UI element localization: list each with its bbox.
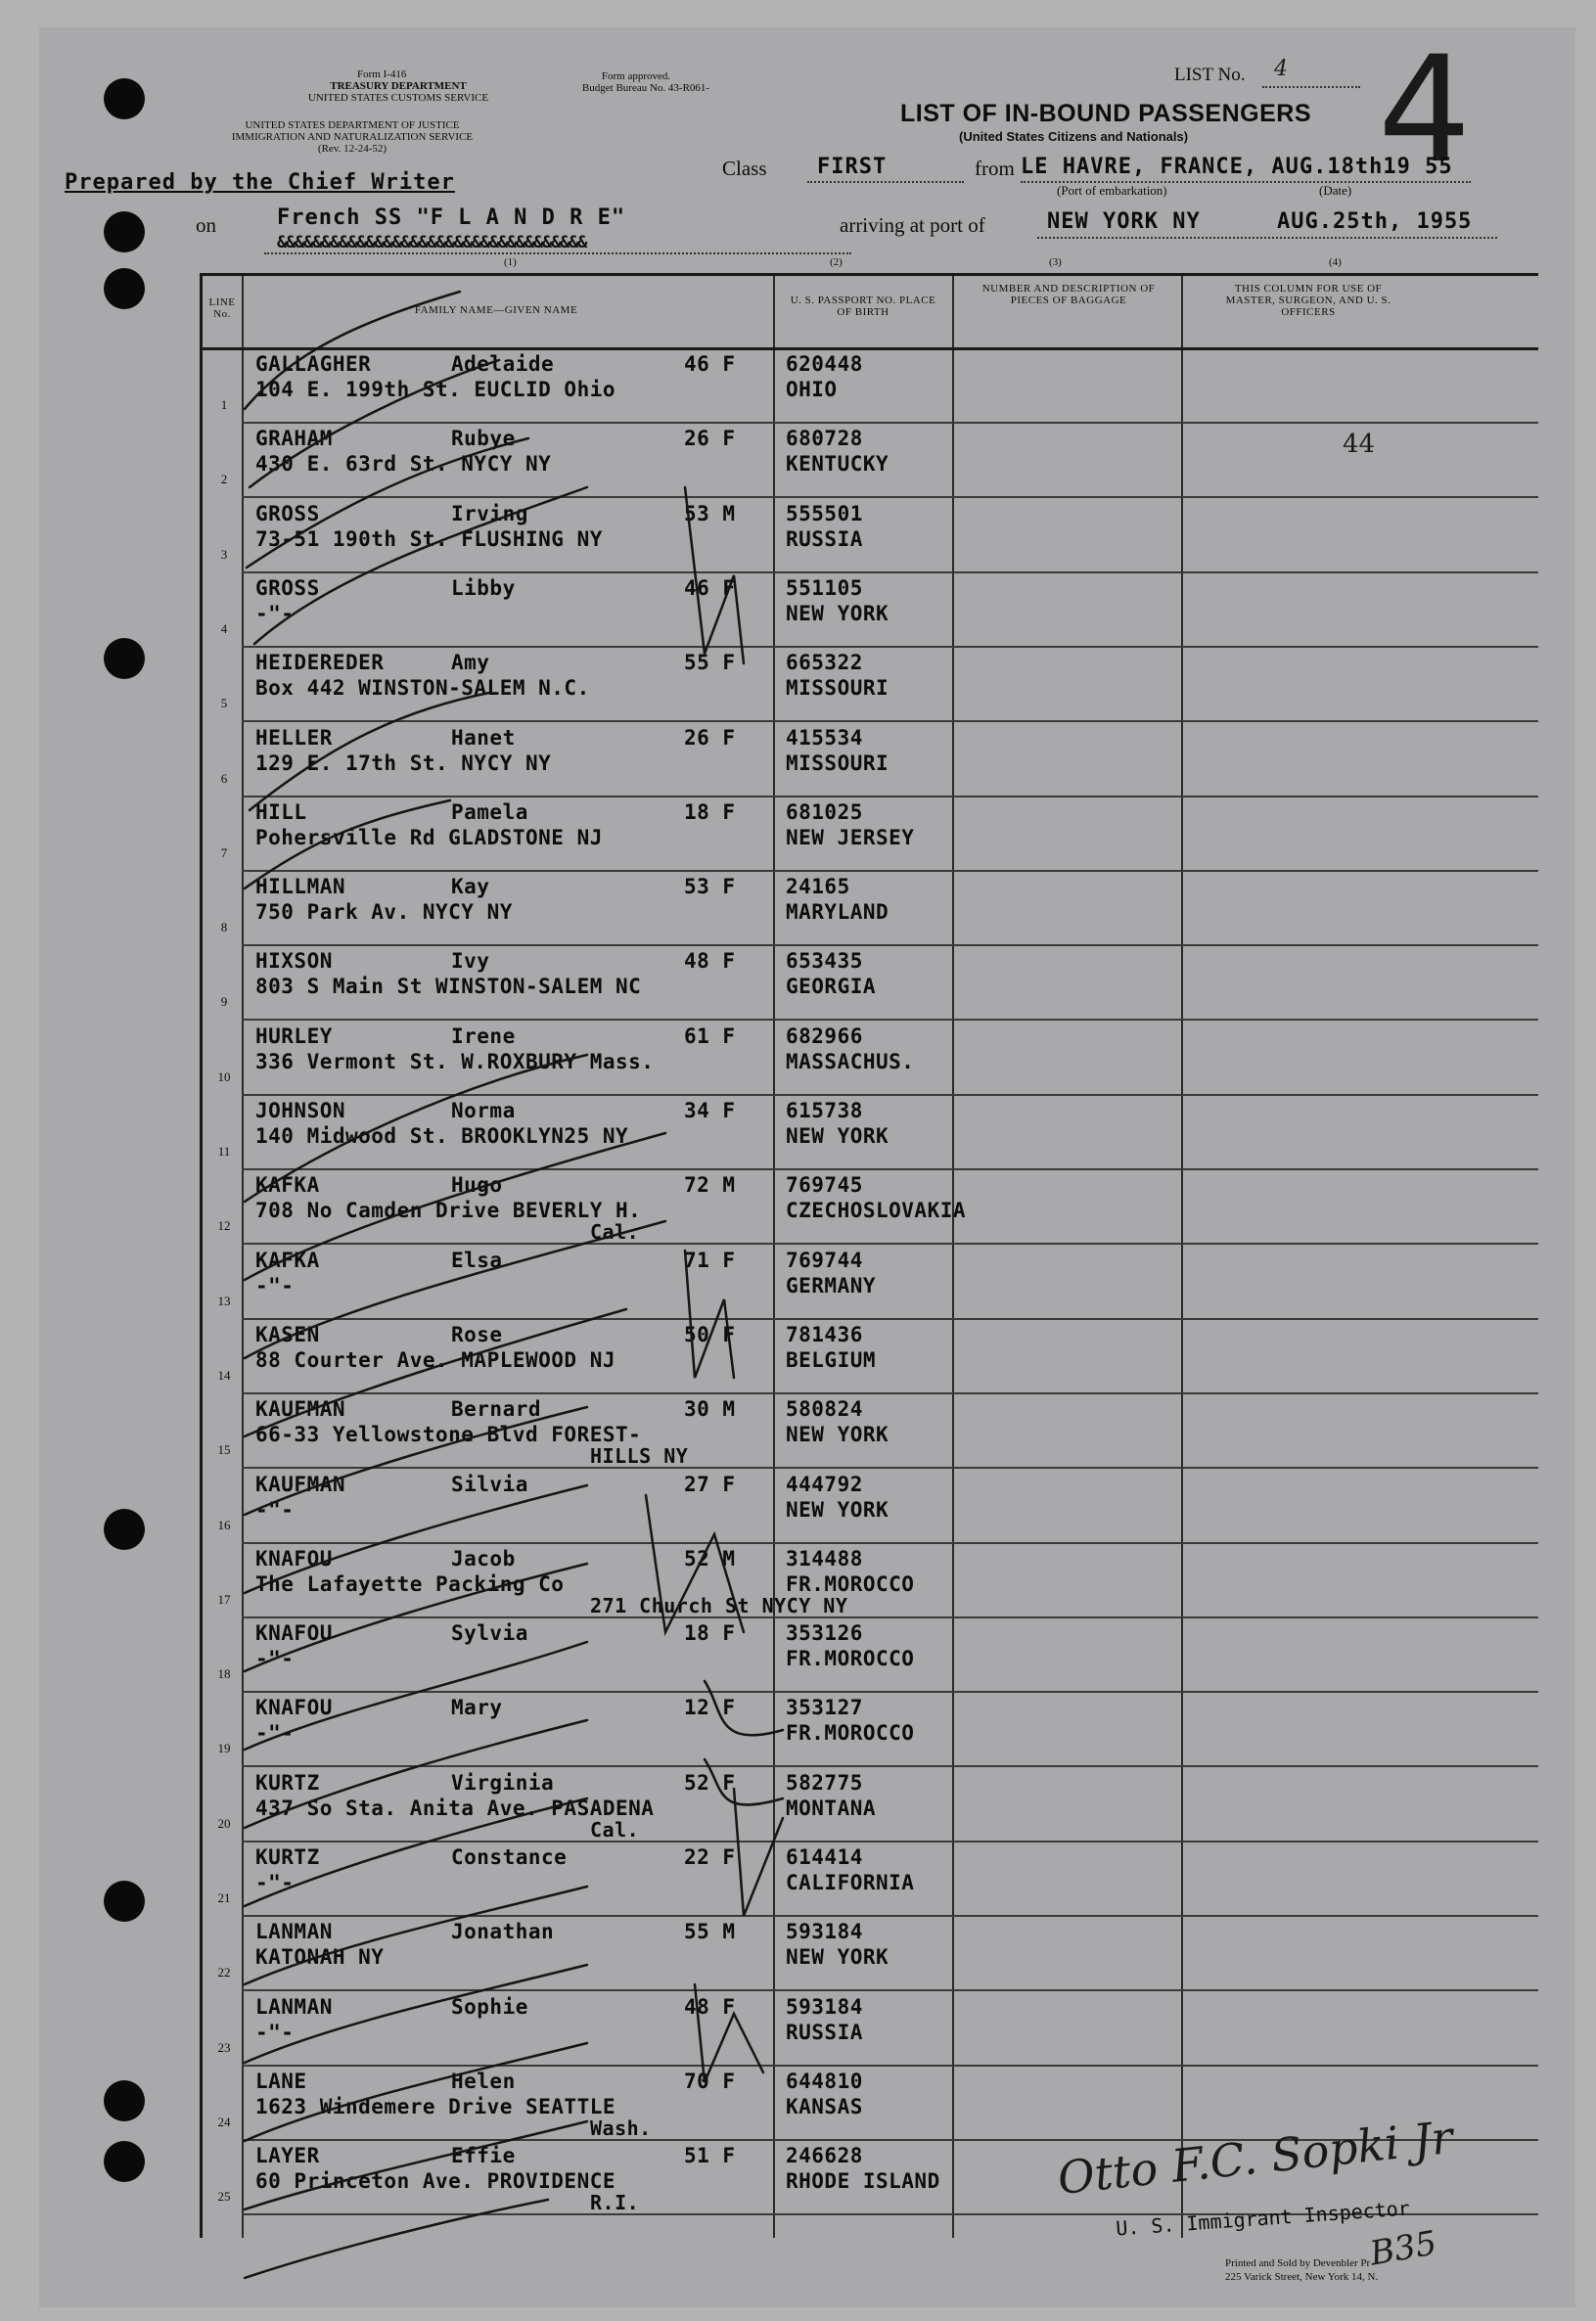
passport-number: 620448 bbox=[786, 352, 863, 376]
pen-checkmarks bbox=[39, 27, 1575, 2307]
list-no-large: 4 bbox=[1378, 25, 1472, 196]
place-of-birth: NEW YORK bbox=[786, 1945, 889, 1970]
address: 803 S Main St WINSTON-SALEM NC bbox=[255, 975, 642, 999]
place-of-birth: CALIFORNIA bbox=[786, 1871, 915, 1894]
age-sex: 22 F bbox=[684, 1845, 736, 1869]
place-of-birth: NEW JERSEY bbox=[786, 825, 915, 849]
treasury-dept: TREASURY DEPARTMENT bbox=[330, 80, 467, 92]
passport-number: 680728 bbox=[786, 427, 863, 451]
passport-number: 444792 bbox=[786, 1472, 863, 1496]
family-name: KAFKA bbox=[255, 1248, 320, 1272]
manifest-page bbox=[39, 27, 1575, 2307]
family-name: GRAHAM bbox=[255, 427, 333, 451]
from-value: LE HAVRE, FRANCE, AUG.18th19 55 bbox=[1021, 155, 1453, 179]
place-of-birth: MISSOURI bbox=[786, 751, 889, 775]
passport-number: 614414 bbox=[786, 1845, 863, 1869]
class-label: Class bbox=[722, 157, 767, 180]
family-name: KNAFOU bbox=[255, 1696, 333, 1720]
col-ref-4: (4) bbox=[1329, 256, 1342, 268]
place-of-birth: FR.MOROCCO bbox=[786, 1571, 915, 1596]
given-name: Elsa bbox=[451, 1248, 503, 1272]
given-name: Virginia bbox=[451, 1770, 555, 1795]
printer-line-2: 225 Varick Street, New York 14, N. bbox=[1225, 2271, 1379, 2283]
family-name: KURTZ bbox=[255, 1845, 320, 1869]
age-sex: 26 F bbox=[684, 725, 736, 750]
line-number: 25 bbox=[217, 2189, 231, 2205]
family-name: KNAFOU bbox=[255, 1546, 333, 1570]
age-sex: 12 F bbox=[684, 1696, 736, 1720]
line-number: 8 bbox=[220, 920, 228, 935]
line-number: 5 bbox=[220, 696, 228, 711]
ship-strikethrough: &&&&&&&&&&&&&&&&&&&&&&&&&&&&&&&&&&& bbox=[277, 233, 587, 252]
inspector-initials: B35 bbox=[1367, 2223, 1440, 2274]
place-of-birth: NEW YORK bbox=[786, 1124, 889, 1148]
line-number: 13 bbox=[217, 1293, 231, 1308]
place-of-birth: MISSOURI bbox=[786, 676, 889, 701]
passport-number: 769745 bbox=[786, 1173, 863, 1198]
given-name: Libby bbox=[451, 575, 516, 600]
address: -"- bbox=[255, 1647, 295, 1671]
line-number: 24 bbox=[217, 2114, 231, 2129]
address: -"- bbox=[255, 2020, 295, 2044]
given-name: Hugo bbox=[451, 1173, 503, 1198]
age-sex: 48 F bbox=[684, 949, 736, 974]
address-continued: Cal. bbox=[590, 1220, 640, 1245]
address: Box 442 WINSTON-SALEM N.C. bbox=[255, 676, 590, 701]
age-sex: 70 F bbox=[684, 2069, 736, 2093]
address: 88 Courter Ave. MAPLEWOOD NJ bbox=[255, 1347, 616, 1372]
passport-number: 653435 bbox=[786, 949, 863, 974]
line-number: 4 bbox=[220, 620, 228, 636]
passport-number: 580824 bbox=[786, 1397, 863, 1422]
arriving-label: arriving at port of bbox=[840, 213, 985, 237]
address: -"- bbox=[255, 1871, 295, 1894]
place-of-birth: MASSACHUS. bbox=[786, 1049, 915, 1073]
given-name: Irene bbox=[451, 1024, 516, 1048]
address: 437 So Sta. Anita Ave. PASADENA bbox=[255, 1796, 655, 1820]
family-name: LANMAN bbox=[255, 1994, 333, 2019]
passport-number: 644810 bbox=[786, 2069, 863, 2093]
address: -"- bbox=[255, 1273, 295, 1297]
age-sex: 50 F bbox=[684, 1322, 736, 1346]
passport-number: 551105 bbox=[786, 575, 863, 600]
line-number: 18 bbox=[217, 1666, 231, 1682]
place-of-birth: NEW YORK bbox=[786, 601, 889, 625]
given-name: Sylvia bbox=[451, 1621, 528, 1646]
given-name: Adelaide bbox=[451, 352, 555, 376]
col-header-name: FAMILY NAME—GIVEN NAME bbox=[414, 304, 578, 316]
given-name: Jonathan bbox=[451, 1920, 555, 1944]
place-of-birth: MARYLAND bbox=[786, 900, 889, 925]
col-ref-2: (2) bbox=[830, 256, 843, 268]
passport-number: 593184 bbox=[786, 1920, 863, 1944]
place-of-birth: RUSSIA bbox=[786, 2020, 863, 2044]
place-of-birth: RHODE ISLAND bbox=[786, 2169, 940, 2194]
line-number: 9 bbox=[220, 994, 228, 1010]
place-of-birth: OHIO bbox=[786, 378, 838, 401]
place-of-birth: RUSSIA bbox=[786, 526, 863, 551]
line-number: 20 bbox=[217, 1815, 231, 1831]
age-sex: 26 F bbox=[684, 427, 736, 451]
family-name: HEIDEREDER bbox=[255, 651, 385, 675]
place-of-birth: GERMANY bbox=[786, 1273, 877, 1297]
passport-number: 665322 bbox=[786, 651, 863, 675]
list-no-label: LIST No. bbox=[1174, 65, 1246, 85]
given-name: Mary bbox=[451, 1696, 503, 1720]
family-name: GROSS bbox=[255, 501, 320, 525]
passport-number: 555501 bbox=[786, 501, 863, 525]
ship-name: French SS "F L A N D R E" bbox=[277, 205, 626, 230]
form-subtitle: (United States Citizens and Nationals) bbox=[959, 129, 1189, 144]
inspector-title: U. S. Immigrant Inspector bbox=[1115, 2196, 1411, 2241]
line-number: 7 bbox=[220, 844, 228, 860]
address-continued: HILLS NY bbox=[590, 1444, 689, 1469]
address: 129 E. 17th St. NYCY NY bbox=[255, 751, 552, 775]
form-revision: (Rev. 12-24-52) bbox=[317, 143, 388, 155]
passport-number: 353126 bbox=[786, 1621, 863, 1646]
address: -"- bbox=[255, 1497, 295, 1522]
address-continued: Cal. bbox=[590, 1817, 640, 1842]
given-name: Rubye bbox=[451, 427, 516, 451]
given-name: Norma bbox=[451, 1099, 516, 1122]
class-value: FIRST bbox=[817, 155, 888, 179]
age-sex: 46 F bbox=[684, 352, 736, 376]
passport-number: 615738 bbox=[786, 1099, 863, 1122]
family-name: KAUFMAN bbox=[255, 1397, 346, 1422]
age-sex: 71 F bbox=[684, 1248, 736, 1272]
age-sex: 34 F bbox=[684, 1099, 736, 1122]
family-name: GALLAGHER bbox=[255, 352, 372, 376]
officer-note-row1: 44 bbox=[1343, 430, 1376, 459]
address: 73-51 190th St. FLUSHING NY bbox=[255, 526, 603, 551]
age-sex: 53 M bbox=[684, 501, 736, 525]
place-of-birth: FR.MOROCCO bbox=[786, 1647, 915, 1671]
line-number: 22 bbox=[217, 1965, 231, 1980]
passport-number: 781436 bbox=[786, 1322, 863, 1346]
passport-number: 246628 bbox=[786, 2144, 863, 2168]
form-title: LIST OF IN-BOUND PASSENGERS bbox=[900, 100, 1312, 127]
line-number: 11 bbox=[217, 1144, 231, 1159]
family-name: HURLEY bbox=[255, 1024, 333, 1048]
given-name: Irving bbox=[451, 501, 528, 525]
line-number: 6 bbox=[220, 770, 228, 786]
passport-number: 769744 bbox=[786, 1248, 863, 1272]
age-sex: 72 M bbox=[684, 1173, 736, 1198]
given-name: Bernard bbox=[451, 1397, 542, 1422]
line-number: 12 bbox=[217, 1218, 231, 1234]
arrival-port: NEW YORK NY bbox=[1047, 209, 1201, 234]
address: 708 No Camden Drive BEVERLY H. bbox=[255, 1199, 642, 1223]
printer-line-1: Printed and Sold by Devenbler Pr bbox=[1225, 2257, 1371, 2269]
given-name: Silvia bbox=[451, 1472, 528, 1496]
family-name: KURTZ bbox=[255, 1770, 320, 1795]
family-name: HILLMAN bbox=[255, 875, 346, 899]
col-header-baggage: NUMBER AND DESCRIPTION OF PIECES OF BAGGAGE bbox=[981, 283, 1156, 306]
age-sex: 18 F bbox=[684, 799, 736, 824]
given-name: Amy bbox=[451, 651, 490, 675]
col-header-officers: THIS COLUMN FOR USE OF MASTER, SURGEON, AND U. S. OFFICERS bbox=[1225, 283, 1391, 318]
given-name: Effie bbox=[451, 2144, 516, 2168]
family-name: LAYER bbox=[255, 2144, 320, 2168]
line-number: 21 bbox=[217, 1890, 231, 1905]
arrival-date: AUG.25th, 1955 bbox=[1277, 209, 1473, 234]
address: KATONAH NY bbox=[255, 1945, 385, 1970]
given-name: Helen bbox=[451, 2069, 516, 2093]
given-name: Pamela bbox=[451, 799, 528, 824]
address: 430 E. 63rd St. NYCY NY bbox=[255, 452, 552, 477]
family-name: GROSS bbox=[255, 575, 320, 600]
dept-justice: UNITED STATES DEPARTMENT OF JUSTICE bbox=[245, 119, 460, 131]
address: 336 Vermont St. W.ROXBURY Mass. bbox=[255, 1049, 655, 1073]
port-embarkation-caption: (Port of embarkation) bbox=[1057, 183, 1167, 198]
address: -"- bbox=[255, 1721, 295, 1746]
given-name: Sophie bbox=[451, 1994, 528, 2019]
passport-number: 593184 bbox=[786, 1994, 863, 2019]
passport-number: 681025 bbox=[786, 799, 863, 824]
given-name: Jacob bbox=[451, 1546, 516, 1570]
family-name: HIXSON bbox=[255, 949, 333, 974]
address: 1623 Windemere Drive SEATTLE bbox=[255, 2094, 616, 2118]
on-label: on bbox=[196, 213, 216, 237]
age-sex: 53 F bbox=[684, 875, 736, 899]
form-number: Form I-416 bbox=[357, 68, 407, 80]
address: 104 E. 199th St. EUCLID Ohio bbox=[255, 378, 616, 401]
col-ref-1: (1) bbox=[504, 256, 517, 268]
family-name: JOHNSON bbox=[255, 1099, 346, 1122]
family-name: LANE bbox=[255, 2069, 307, 2093]
inspector-signature: Otto F.C. Sopki Jr bbox=[1055, 2110, 1456, 2206]
from-label: from bbox=[975, 157, 1015, 180]
age-sex: 30 M bbox=[684, 1397, 736, 1422]
given-name: Constance bbox=[451, 1845, 568, 1869]
address: 66-33 Yellowstone Blvd FOREST- bbox=[255, 1423, 642, 1447]
address-continued: Wash. bbox=[590, 2116, 652, 2140]
place-of-birth: MONTANA bbox=[786, 1796, 877, 1820]
line-number: 23 bbox=[217, 2039, 231, 2055]
given-name: Rose bbox=[451, 1322, 503, 1346]
family-name: KASEN bbox=[255, 1322, 320, 1346]
age-sex: 52 F bbox=[684, 1770, 736, 1795]
address: -"- bbox=[255, 601, 295, 625]
col-header-line-no: LINE No. bbox=[208, 296, 236, 320]
ins-service: IMMIGRATION AND NATURALIZATION SERVICE bbox=[231, 131, 474, 143]
line-number: 17 bbox=[217, 1591, 231, 1607]
passport-number: 24165 bbox=[786, 875, 850, 899]
age-sex: 55 M bbox=[684, 1920, 736, 1944]
family-name: HELLER bbox=[255, 725, 333, 750]
date-caption: (Date) bbox=[1319, 183, 1352, 198]
address-continued: 271 Church St NYCY NY bbox=[590, 1593, 848, 1617]
line-number: 14 bbox=[217, 1367, 231, 1383]
prepared-by: Prepared by the Chief Writer bbox=[65, 170, 455, 195]
line-number: 1 bbox=[220, 397, 228, 412]
family-name: HILL bbox=[255, 799, 307, 824]
place-of-birth: FR.MOROCCO bbox=[786, 1721, 915, 1746]
col-header-passport: U. S. PASSPORT NO. PLACE OF BIRTH bbox=[790, 295, 936, 318]
age-sex: 52 M bbox=[684, 1546, 736, 1570]
place-of-birth: NEW YORK bbox=[786, 1423, 889, 1447]
address-continued: R.I. bbox=[590, 2191, 640, 2215]
given-name: Kay bbox=[451, 875, 490, 899]
line-number: 2 bbox=[220, 472, 228, 487]
col-ref-3: (3) bbox=[1049, 256, 1062, 268]
passport-number: 682966 bbox=[786, 1024, 863, 1048]
age-sex: 55 F bbox=[684, 651, 736, 675]
passport-number: 314488 bbox=[786, 1546, 863, 1570]
place-of-birth: KANSAS bbox=[786, 2094, 863, 2118]
place-of-birth: NEW YORK bbox=[786, 1497, 889, 1522]
family-name: KNAFOU bbox=[255, 1621, 333, 1646]
address: 750 Park Av. NYCY NY bbox=[255, 900, 513, 925]
place-of-birth: CZECHOSLOVAKIA bbox=[786, 1199, 967, 1223]
passport-number: 582775 bbox=[786, 1770, 863, 1795]
age-sex: 27 F bbox=[684, 1472, 736, 1496]
address: The Lafayette Packing Co bbox=[255, 1571, 565, 1596]
family-name: KAFKA bbox=[255, 1173, 320, 1198]
age-sex: 51 F bbox=[684, 2144, 736, 2168]
passport-number: 415534 bbox=[786, 725, 863, 750]
line-number: 16 bbox=[217, 1517, 231, 1532]
given-name: Ivy bbox=[451, 949, 490, 974]
line-number: 15 bbox=[217, 1442, 231, 1458]
budget-bureau: Budget Bureau No. 43-R061- bbox=[581, 82, 710, 94]
address: 60 Princeton Ave. PROVIDENCE bbox=[255, 2169, 616, 2194]
line-number: 10 bbox=[217, 1069, 231, 1084]
age-sex: 48 F bbox=[684, 1994, 736, 2019]
place-of-birth: GEORGIA bbox=[786, 975, 877, 999]
family-name: LANMAN bbox=[255, 1920, 333, 1944]
address: 140 Midwood St. BROOKLYN25 NY bbox=[255, 1124, 629, 1148]
line-number: 3 bbox=[220, 546, 228, 562]
form-approved: Form approved. bbox=[601, 70, 671, 82]
address: Pohersville Rd GLADSTONE NJ bbox=[255, 825, 603, 849]
list-no-value: 4 bbox=[1274, 57, 1288, 81]
customs-service: UNITED STATES CUSTOMS SERVICE bbox=[307, 92, 489, 104]
family-name: KAUFMAN bbox=[255, 1472, 346, 1496]
line-number: 19 bbox=[217, 1741, 231, 1756]
age-sex: 18 F bbox=[684, 1621, 736, 1646]
place-of-birth: BELGIUM bbox=[786, 1347, 877, 1372]
given-name: Hanet bbox=[451, 725, 516, 750]
place-of-birth: KENTUCKY bbox=[786, 452, 889, 477]
passport-number: 353127 bbox=[786, 1696, 863, 1720]
age-sex: 46 F bbox=[684, 575, 736, 600]
age-sex: 61 F bbox=[684, 1024, 736, 1048]
